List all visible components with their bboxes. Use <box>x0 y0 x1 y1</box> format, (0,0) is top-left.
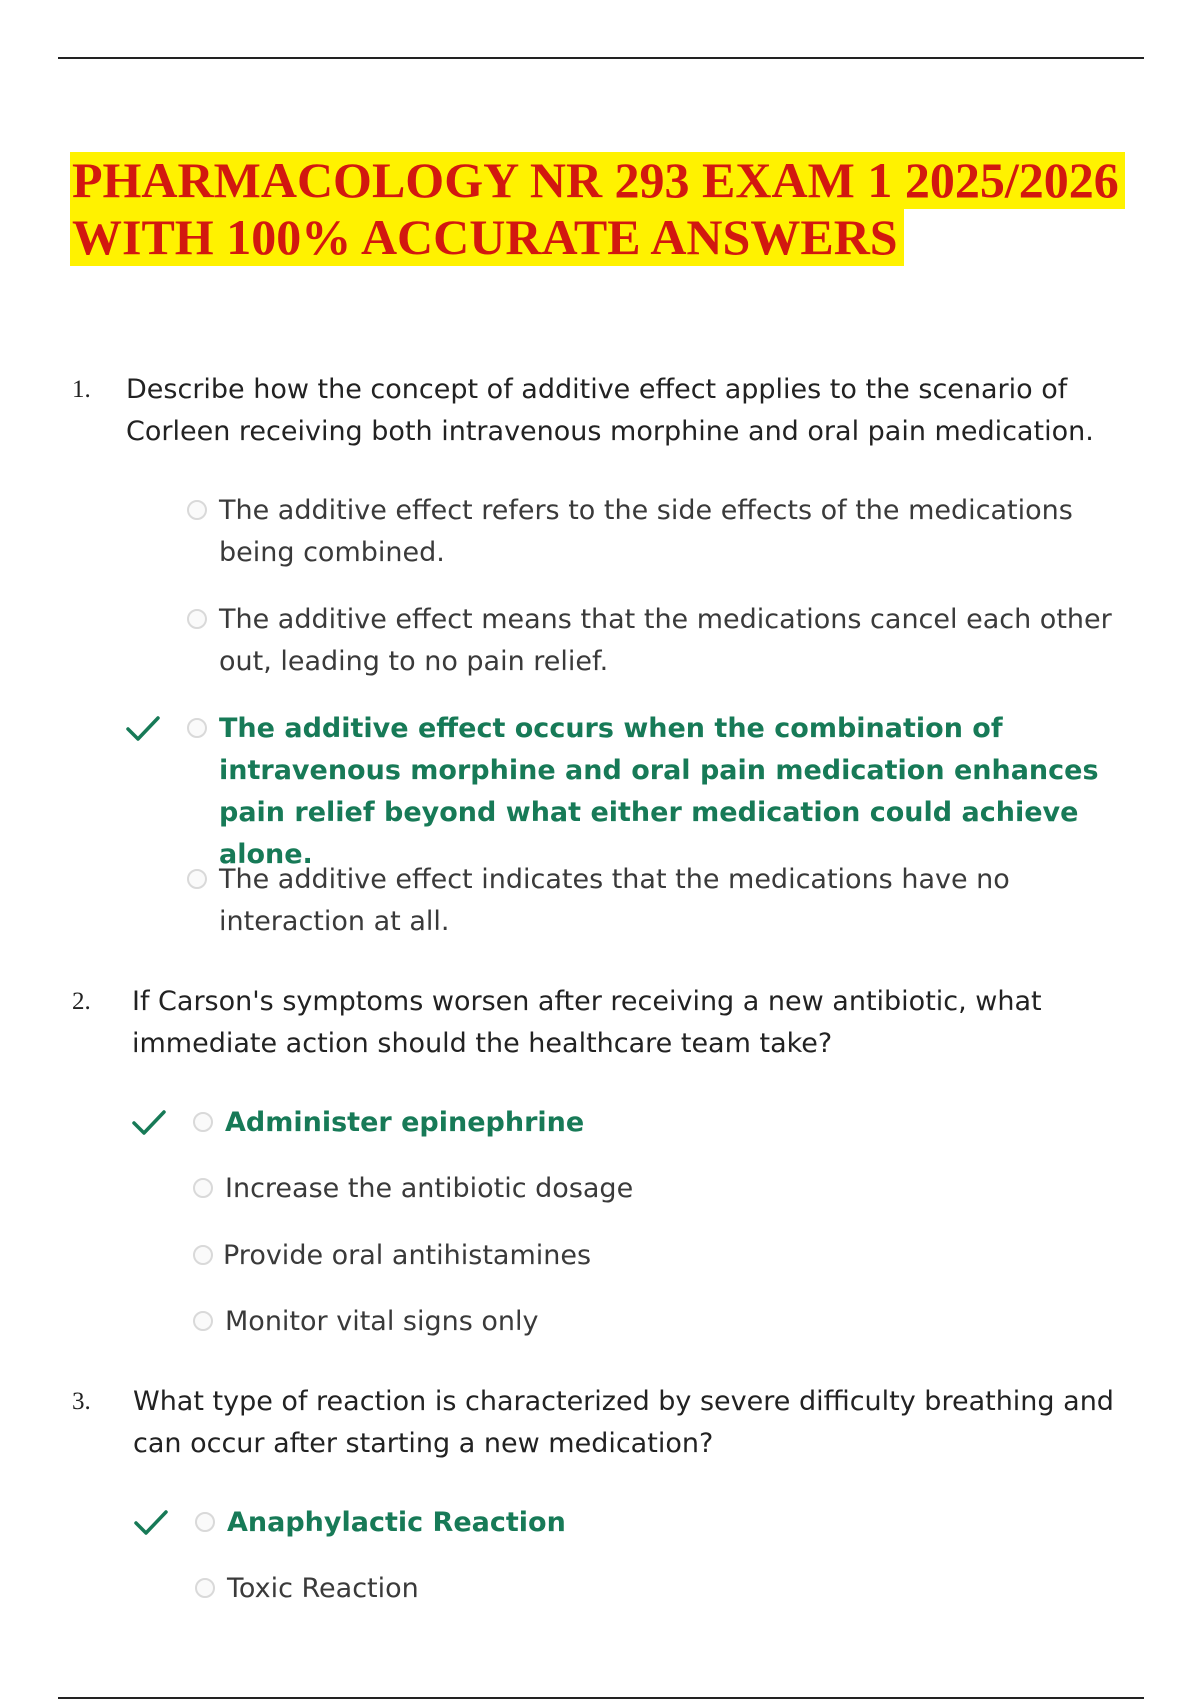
checkmark-icon <box>125 714 161 744</box>
radio-icon[interactable] <box>195 1512 215 1532</box>
option-text: Anaphylactic Reaction <box>227 1507 566 1538</box>
option-text: Increase the antibiotic dosage <box>225 1173 634 1204</box>
radio-icon[interactable] <box>187 500 207 520</box>
question-text: If Carson's symptoms worsen after receiving a new antibiotic, what immediate action should the healthcare team take? <box>132 986 1042 1059</box>
option-text: Provide oral antihistamines <box>223 1240 592 1271</box>
bottom-divider <box>58 1697 1144 1699</box>
question-text: What type of reaction is characterized by severe difficulty breathing and can occur after starting a new medication? <box>133 1386 1114 1459</box>
radio-icon[interactable] <box>193 1112 213 1132</box>
radio-icon[interactable] <box>187 609 207 629</box>
radio-icon[interactable] <box>187 718 207 738</box>
option-text: The additive effect refers to the side effects of the medications being combined. <box>219 495 1073 568</box>
radio-icon[interactable] <box>193 1311 213 1331</box>
checkmark-icon <box>131 1108 167 1138</box>
option-text: Monitor vital signs only <box>225 1306 539 1337</box>
question-number: 1. <box>72 376 91 403</box>
question-text: Describe how the concept of additive effect applies to the scenario of Corleen receiving both intravenous morphine and oral pain medication. <box>126 374 1094 447</box>
radio-icon[interactable] <box>195 1578 215 1598</box>
title-line-1: PHARMACOLOGY NR 293 EXAM 1 2025/2026 <box>70 152 1125 209</box>
question-number: 2. <box>72 988 91 1015</box>
radio-icon[interactable] <box>193 1245 213 1265</box>
radio-icon[interactable] <box>187 869 207 889</box>
option-text: The additive effect means that the medications cancel each other out, leading to no pain relief. <box>219 604 1112 677</box>
top-divider <box>58 57 1144 59</box>
document-title <box>70 152 1125 266</box>
option-text: The additive effect indicates that the medications have no interaction at all. <box>219 864 1010 937</box>
radio-icon[interactable] <box>193 1178 213 1198</box>
checkmark-icon <box>133 1508 169 1538</box>
option-text: The additive effect occurs when the combination of intravenous morphine and oral pain medication enhances pain relief beyond what either medication could achieve alone. <box>219 713 1099 870</box>
option-text: Administer epinephrine <box>225 1107 585 1138</box>
option-text: Toxic Reaction <box>227 1573 419 1604</box>
title-line-2: WITH 100% ACCURATE ANSWERS <box>70 209 904 266</box>
question-number: 3. <box>72 1388 91 1415</box>
